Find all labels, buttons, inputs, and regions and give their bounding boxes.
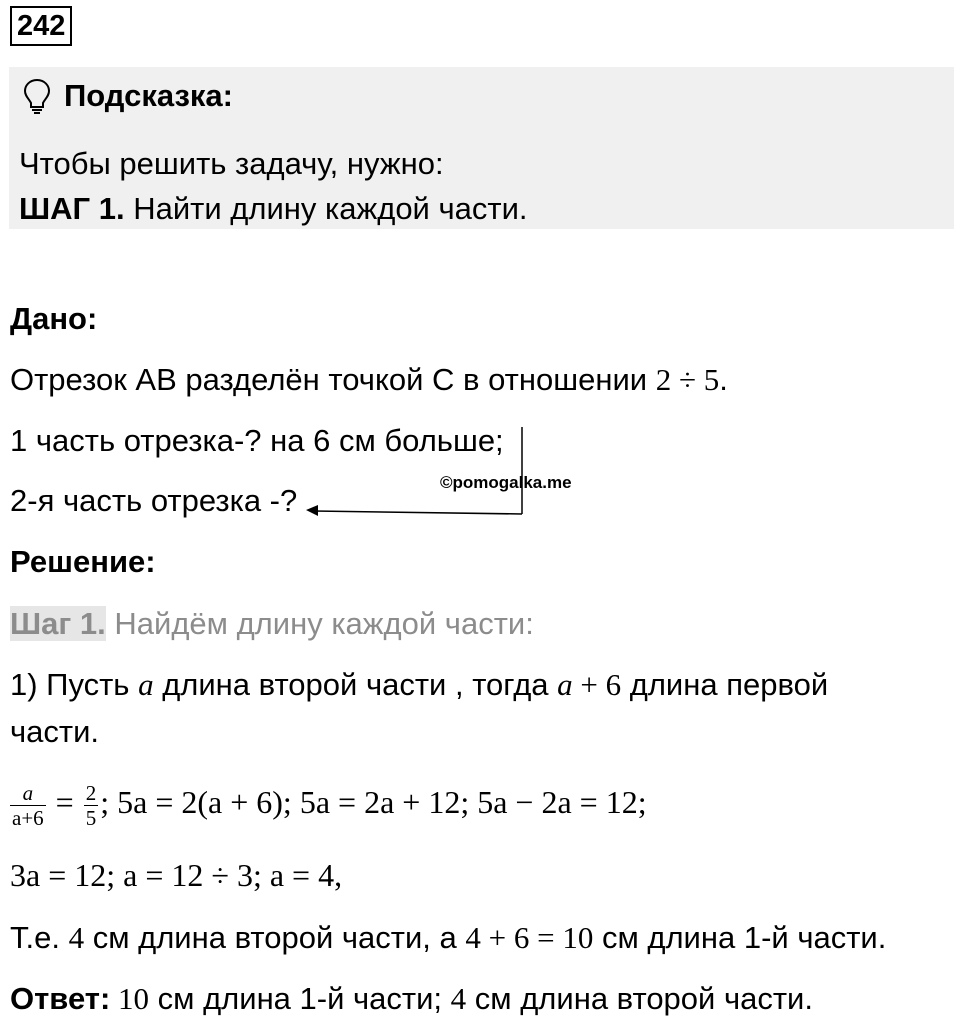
p1-var-a-2: a: [557, 667, 573, 702]
given-line-3: 2-я часть отрезка -?: [10, 483, 298, 518]
hint-step-text: Найти длину каждой части.: [124, 191, 528, 226]
fraction-a-over-a6: [10, 781, 46, 830]
answer-text-1: см длина 1-й части;: [149, 981, 451, 1016]
answer-num-1: 10: [110, 981, 150, 1016]
p1-expr: + 6: [572, 667, 622, 702]
solution-paragraph-1-cont: части.: [10, 714, 100, 749]
given-heading: Дано:: [10, 301, 98, 336]
hint-intro: Чтобы решить задачу, нужно:: [19, 146, 444, 181]
solution-step: [10, 605, 534, 643]
fraction-2-numerator: 2: [85, 781, 97, 806]
given-line-1-text: Отрезок AB разделён точкой C в отношении: [10, 362, 656, 397]
equation-line-1: [8, 772, 647, 832]
result-num-1: 4: [68, 920, 85, 955]
fraction-1-denominator: a+6: [12, 806, 44, 831]
hint-title: Подсказка:: [64, 78, 233, 113]
answer-label: Ответ:: [10, 981, 111, 1016]
given-line-2: 1 часть отрезка-? на 6 см больше;: [10, 423, 504, 458]
hint-step-label: ШАГ 1.: [19, 191, 125, 226]
given-ratio: 2 ÷ 5: [655, 362, 720, 397]
solution-step-label: Шаг 1.: [10, 606, 106, 641]
fraction-1-numerator: a: [10, 781, 46, 806]
hint-step: [19, 190, 528, 228]
p1-text-1: 1) Пусть: [10, 667, 139, 702]
result-text-2: см длина второй части, а: [84, 920, 466, 955]
watermark: ©pomogalka.me: [440, 473, 572, 492]
result-text-3: см длина 1-й части.: [593, 920, 887, 955]
solution-heading: Решение:: [10, 544, 156, 579]
fraction-2-over-5: [84, 781, 99, 830]
p1-text-3: длина первой: [621, 667, 829, 702]
p1-var-a: a: [138, 667, 154, 702]
given-line-1-end: .: [719, 362, 728, 397]
equation-line-2: 3a = 12; a = 12 ÷ 3; a = 4,: [10, 857, 343, 893]
answer-text-2: см длина второй части.: [466, 981, 813, 1016]
fraction-2-denominator: 5: [85, 806, 97, 831]
result-expr: 4 + 6 = 10: [465, 920, 594, 955]
equals-sign: =: [47, 784, 82, 820]
p1-text-2: длина второй части , тогда: [153, 667, 558, 702]
answer-num-2: 4: [450, 981, 467, 1016]
result-text-1: Т.е.: [10, 920, 69, 955]
result-line: [10, 919, 886, 957]
problem-number: 242: [10, 6, 72, 46]
solution-paragraph-1: [10, 666, 828, 704]
lightbulb-icon: [22, 77, 52, 115]
given-line-1: [10, 361, 728, 399]
answer-line: [10, 980, 813, 1018]
equation-line-1-rest: ; 5a = 2(a + 6); 5a = 2a + 12; 5a − 2a = 12;: [100, 784, 647, 820]
solution-step-text: Найдём длину каждой части:: [105, 606, 534, 641]
